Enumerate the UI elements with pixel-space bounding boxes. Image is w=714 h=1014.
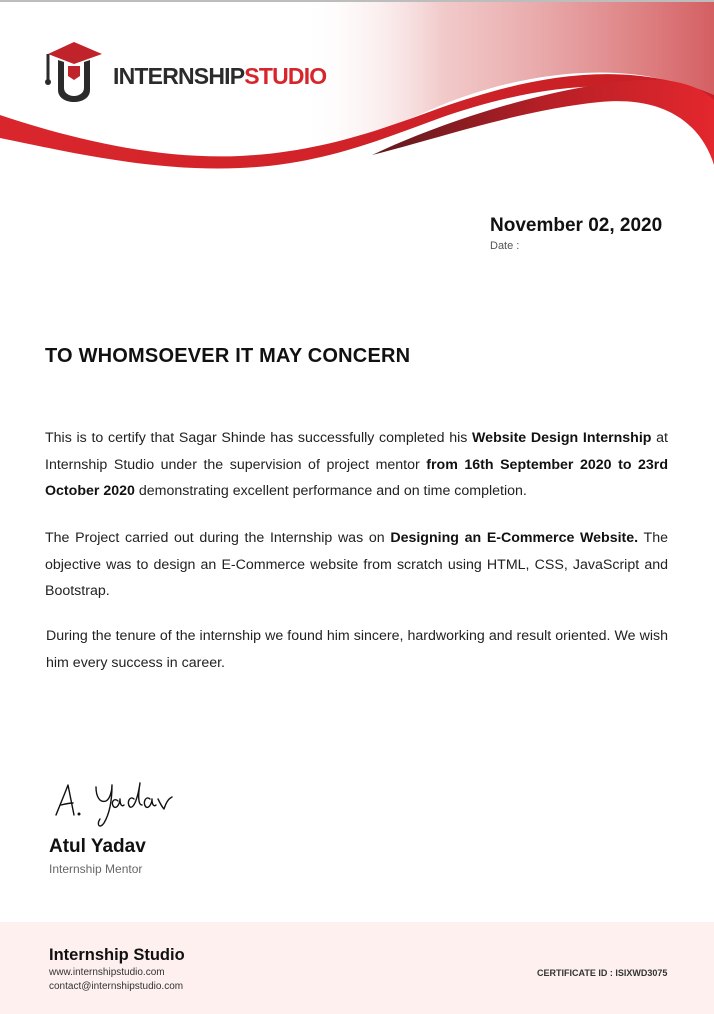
graduation-cap-logo-icon (44, 40, 106, 104)
footer-email-link[interactable]: contact@internshipstudio.com (49, 981, 184, 992)
paragraph-closing: During the tenure of the internship we found him sincere, hardworking and result oriented. We wish him every success in career. (46, 628, 668, 671)
brand-wordmark (113, 62, 326, 90)
certificate-date: November 02, 2020 (490, 215, 663, 236)
footer (0, 922, 714, 1014)
footer-website-link[interactable]: www.internshipstudio.com (49, 967, 165, 978)
handwritten-signature (52, 775, 177, 830)
signatory-name: Atul Yadav (49, 836, 146, 857)
header-wave-decoration (0, 0, 714, 190)
brand-word-internship: INTERNSHIP (113, 63, 245, 89)
footer-company-name: Internship Studio (49, 946, 185, 964)
date-label: Date : (490, 240, 520, 252)
page-title: TO WHOMSOEVER IT MAY CONCERN (45, 345, 411, 367)
paragraph-project: The Project carried out during the Internship was on Designing an E-Commerce Website. The objective was to design an E-Commerce website from scratch using HTML, CSS, JavaScript and Bootstrap. (45, 530, 668, 599)
signatory-role: Internship Mentor (49, 862, 143, 876)
certificate-id: CERTIFICATE ID : ISIXWD3075 (537, 968, 668, 978)
paragraph-certification: This is to certify that Sagar Shinde has successfully completed his Website Design Internship at Internship Studio under the supervision of project mentor from 16th September 2020 to 23rd October 2020 demonstrating excellent performance and on time completion. (45, 430, 668, 499)
brand-word-studio: STUDIO (244, 63, 327, 89)
